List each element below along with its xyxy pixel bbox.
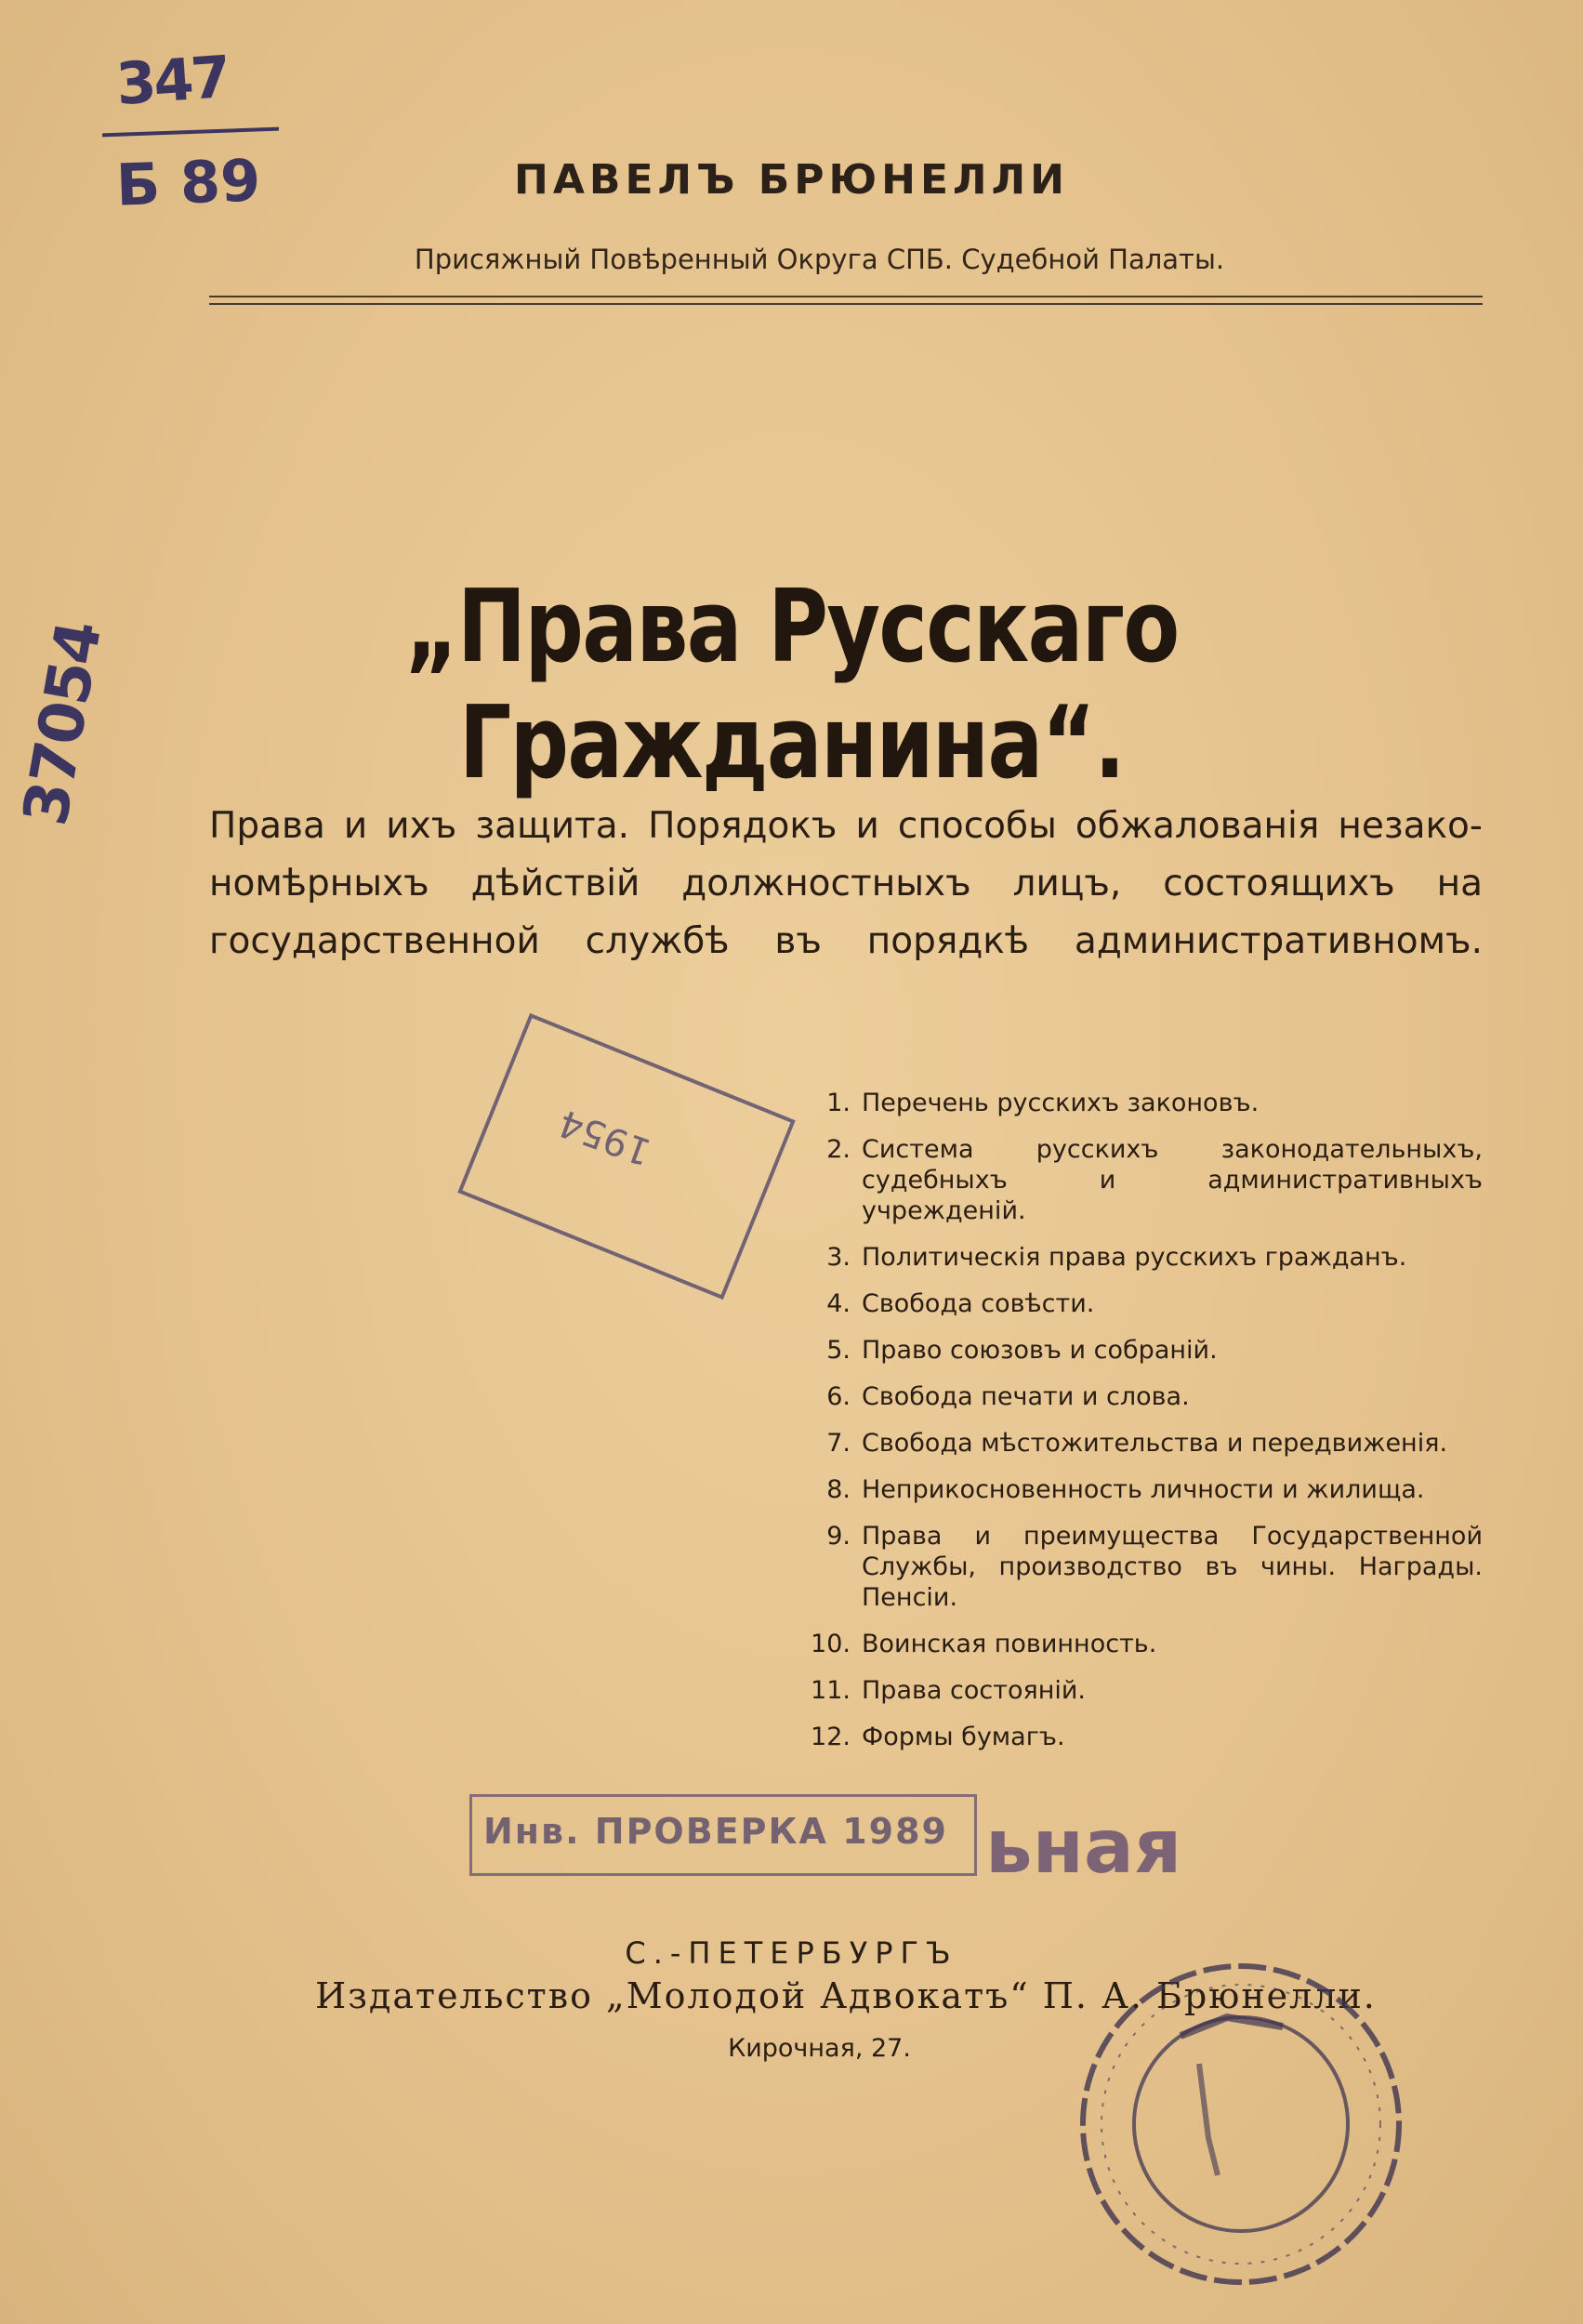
list-item <box>785 1722 1483 1752</box>
list-item <box>785 1088 1483 1118</box>
list-item <box>785 1134 1483 1226</box>
item-text: Политическія права русскихъ гражданъ. <box>862 1243 1407 1272</box>
item-text: Формы бумагъ. <box>862 1723 1065 1751</box>
list-item <box>785 1521 1483 1613</box>
inventory-check-stamp-text: Инв. ПРОВЕРКА 1989 <box>483 1811 948 1852</box>
item-number: 12. <box>811 1723 851 1751</box>
list-item <box>785 1335 1483 1366</box>
item-number: 10. <box>811 1630 851 1658</box>
list-item <box>785 1629 1483 1659</box>
list-item <box>785 1675 1483 1706</box>
author-name: ПАВЕЛЪ БРЮНЕЛЛИ <box>514 156 1069 204</box>
imprint-address: Кирочная, 27. <box>728 2034 911 2063</box>
item-number: 6. <box>826 1382 851 1411</box>
header-rule-top <box>209 296 1483 297</box>
list-item <box>785 1242 1483 1273</box>
item-text: Права и преимущества Государственной Службы, производство въ чины. Награды. Пенсіи. <box>862 1522 1483 1612</box>
subtitle-line: государственной службѣ въ порядкѣ административномъ. <box>209 920 1483 962</box>
item-text: Воинская повинность. <box>862 1630 1157 1658</box>
shelf-mark-divider <box>102 127 279 138</box>
item-text: Неприкосновенность личности и жилища. <box>862 1475 1425 1504</box>
item-number: 7. <box>826 1429 851 1458</box>
item-number: 1. <box>826 1089 851 1117</box>
author-role: Присяжный Повѣренный Округа СПБ. Судебной Палаты. <box>414 244 1225 275</box>
rectangular-stamp-text: 1954 <box>553 1100 657 1174</box>
contents-list <box>785 1088 1483 1768</box>
item-number: 2. <box>826 1135 851 1164</box>
item-number: 3. <box>826 1243 851 1272</box>
item-number: 11. <box>811 1676 851 1705</box>
shelf-mark-bottom: Б 89 <box>114 146 262 219</box>
item-text: Свобода печати и слова. <box>862 1382 1190 1411</box>
item-text: Перечень русскихъ законовъ. <box>862 1089 1260 1117</box>
item-text: Свобода мѣстожительства и передвиженія. <box>862 1429 1448 1458</box>
subtitle-line: номѣрныхъ дѣйствій должностныхъ лицъ, состоящихъ на <box>209 863 1483 905</box>
item-text: Право союзовъ и собраній. <box>862 1336 1218 1365</box>
library-stamp-word: ьная <box>985 1803 1182 1890</box>
round-library-seal <box>1069 1952 1413 2296</box>
book-subtitle <box>209 798 1483 971</box>
item-text: Свобода совѣсти. <box>862 1289 1095 1318</box>
inventory-number: 37054 <box>9 616 115 831</box>
list-item <box>785 1428 1483 1459</box>
item-number: 8. <box>826 1475 851 1504</box>
list-item <box>785 1381 1483 1412</box>
item-text: Права состояній. <box>862 1676 1087 1705</box>
item-text: Система русскихъ законодательныхъ, судебныхъ и административныхъ учрежденій. <box>862 1135 1483 1225</box>
shelf-mark-top: 347 <box>113 42 231 119</box>
imprint-city: С.-ПЕТЕРБУРГЪ <box>625 1935 958 1971</box>
list-item <box>785 1288 1483 1319</box>
header-rule-bottom <box>209 303 1483 305</box>
item-number: 9. <box>826 1522 851 1551</box>
subtitle-line: Права и ихъ защита. Порядокъ и способы обжалованія незако- <box>209 805 1483 847</box>
list-item <box>785 1474 1483 1505</box>
imprint-publisher: Издательство „Молодой Адвокатъ“ П. А. Брюнелли. <box>315 1975 1377 2016</box>
item-number: 4. <box>826 1289 851 1318</box>
book-title: „Права Русскаго Гражданина“. <box>404 569 1179 801</box>
item-number: 5. <box>826 1336 851 1365</box>
